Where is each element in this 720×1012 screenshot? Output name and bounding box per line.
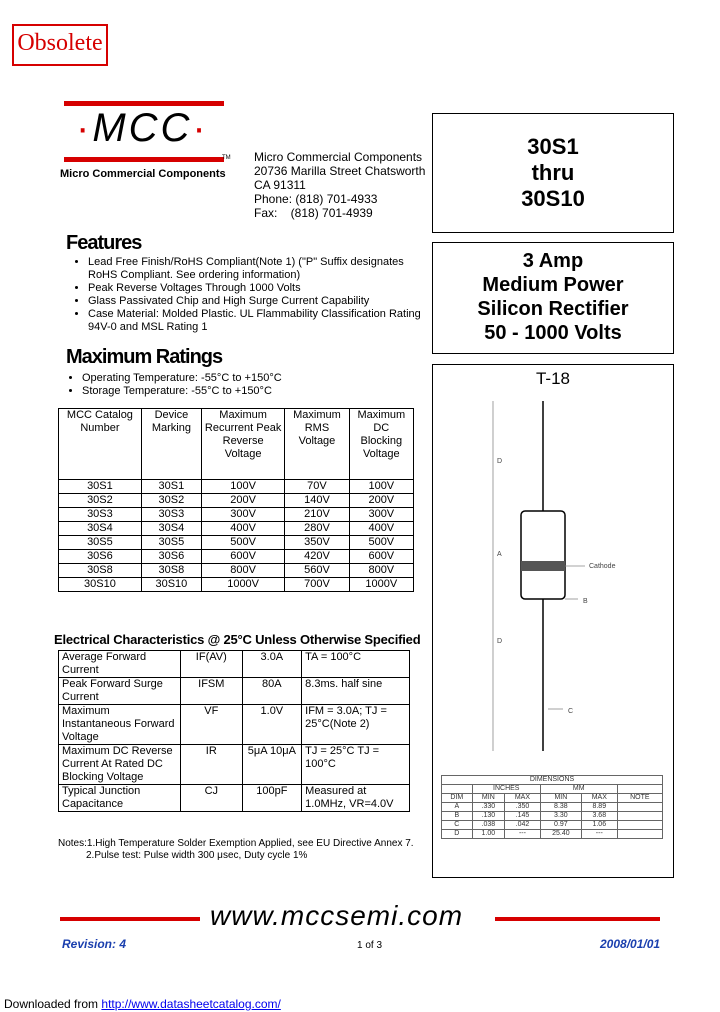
features-title: Features bbox=[66, 232, 142, 254]
table-cell: 70V bbox=[285, 480, 349, 494]
contact-block bbox=[254, 150, 425, 220]
table-cell: 8.89 bbox=[581, 803, 617, 812]
package-drawing bbox=[433, 391, 673, 791]
logo-text: MCC bbox=[92, 106, 193, 150]
table-cell: IR bbox=[181, 745, 242, 785]
table-cell: C bbox=[442, 821, 473, 830]
table-cell: 210V bbox=[285, 508, 349, 522]
col-header: MCC Catalog Number bbox=[59, 409, 142, 480]
table-cell: 600V bbox=[201, 550, 284, 564]
description-box bbox=[432, 242, 674, 354]
table-cell: 30S10 bbox=[59, 578, 142, 592]
table-cell: 3.68 bbox=[581, 812, 617, 821]
feature-item: • Lead Free Finish/RoHS Compliant(Note 1) ("P" Suffix designates RoHS Compliant. See ordering information) bbox=[88, 256, 426, 282]
table-cell: 560V bbox=[285, 564, 349, 578]
table-cell: 30S5 bbox=[59, 536, 142, 550]
table-cell: --- bbox=[505, 830, 541, 839]
revision: Revision: 4 bbox=[62, 937, 127, 951]
table-cell: .145 bbox=[505, 812, 541, 821]
dim-group-header: INCHES bbox=[472, 785, 540, 794]
mcc-logo: ·MCC· bbox=[76, 106, 209, 150]
desc-power: Medium Power bbox=[482, 274, 624, 296]
table-cell: CJ bbox=[181, 785, 242, 812]
web-bar-right bbox=[495, 917, 660, 921]
table-cell: A bbox=[442, 803, 473, 812]
table-cell: 100pF bbox=[242, 785, 302, 812]
part-to: 30S10 bbox=[521, 186, 585, 211]
electrical-table bbox=[58, 650, 410, 812]
feature-item: • Glass Passivated Chip and High Surge Current Capability bbox=[88, 295, 426, 308]
table-cell: Peak Forward Surge Current bbox=[59, 678, 181, 705]
table-cell: .350 bbox=[505, 803, 541, 812]
desc-current: 3 Amp bbox=[522, 250, 584, 272]
dim-sub-header: MIN bbox=[472, 794, 504, 803]
logo-subtitle: Micro Commercial Components bbox=[60, 168, 226, 180]
table-cell: 80A bbox=[242, 678, 302, 705]
table-cell: --- bbox=[581, 830, 617, 839]
table-row bbox=[59, 745, 410, 785]
table-cell: 1.06 bbox=[581, 821, 617, 830]
dim-label: D bbox=[497, 458, 503, 465]
part-number-box bbox=[432, 113, 674, 233]
dim-label: D bbox=[497, 638, 503, 645]
part-thru: thru bbox=[531, 160, 575, 185]
table-cell: 1000V bbox=[349, 578, 413, 592]
cathode-band bbox=[521, 561, 565, 571]
temp-item: • Storage Temperature: -55°C to +150°C bbox=[82, 385, 420, 398]
note-2: 2.Pulse test: Pulse width 300 μsec, Duty cycle 1% bbox=[86, 850, 308, 861]
table-cell: 1000V bbox=[201, 578, 284, 592]
table-cell: .330 bbox=[472, 803, 504, 812]
table-cell: B bbox=[442, 812, 473, 821]
table-cell: 30S1 bbox=[59, 480, 142, 494]
table-cell: 30S2 bbox=[59, 494, 142, 508]
desc-type: Silicon Rectifier bbox=[477, 298, 629, 320]
table-cell: .038 bbox=[472, 821, 504, 830]
table-cell: TJ = 25°C TJ = 100°C bbox=[302, 745, 410, 785]
table-row bbox=[59, 705, 410, 745]
table-cell: 600V bbox=[349, 550, 413, 564]
table-row bbox=[59, 480, 414, 494]
dim-sub-header: NOTE bbox=[617, 794, 662, 803]
col-header: Maximum DC Blocking Voltage bbox=[349, 409, 413, 480]
website[interactable]: www.mccsemi.com bbox=[210, 900, 464, 931]
table-row bbox=[59, 678, 410, 705]
fax: Fax: (818) 701-4939 bbox=[254, 206, 373, 220]
col-header: Maximum Recurrent Peak Reverse Voltage bbox=[201, 409, 284, 480]
download-label: Downloaded from bbox=[4, 997, 99, 1011]
table-row bbox=[59, 508, 414, 522]
table-cell: .130 bbox=[472, 812, 504, 821]
package-box bbox=[432, 364, 674, 878]
table-cell: 25.40 bbox=[540, 830, 581, 839]
table-row bbox=[59, 651, 410, 678]
table-cell: 30S8 bbox=[59, 564, 142, 578]
table-row bbox=[59, 564, 414, 578]
table-cell bbox=[617, 821, 662, 830]
table-row bbox=[59, 550, 414, 564]
dim-title: DIMENSIONS bbox=[442, 776, 663, 785]
table-row bbox=[442, 830, 663, 839]
table-cell: Typical Junction Capacitance bbox=[59, 785, 181, 812]
table-cell bbox=[617, 812, 662, 821]
table-row bbox=[442, 812, 663, 821]
package-name: T-18 bbox=[535, 369, 571, 388]
dim-label: B bbox=[583, 598, 588, 605]
electrical-title: Electrical Characteristics @ 25°C Unless Otherwise Specified bbox=[54, 632, 421, 647]
table-cell: 8.38 bbox=[540, 803, 581, 812]
notes bbox=[58, 838, 414, 862]
table-cell: 0.97 bbox=[540, 821, 581, 830]
address-city: CA 91311 bbox=[254, 178, 306, 192]
table-cell: 420V bbox=[285, 550, 349, 564]
phone: Phone: (818) 701-4933 bbox=[254, 192, 378, 206]
part-from: 30S1 bbox=[527, 134, 579, 159]
dim-sub-header: MAX bbox=[505, 794, 541, 803]
temp-list bbox=[60, 372, 420, 398]
page-number: 1 of 3 bbox=[357, 940, 383, 951]
table-cell: 30S3 bbox=[141, 508, 201, 522]
download-line bbox=[4, 997, 281, 1011]
table-cell: D bbox=[442, 830, 473, 839]
table-cell: 30S3 bbox=[59, 508, 142, 522]
table-cell: 800V bbox=[349, 564, 413, 578]
table-cell: 500V bbox=[201, 536, 284, 550]
table-cell: .042 bbox=[505, 821, 541, 830]
table-cell: Average Forward Current bbox=[59, 651, 181, 678]
dim-group-header: MM bbox=[540, 785, 617, 794]
table-row bbox=[442, 803, 663, 812]
table-cell: 30S2 bbox=[141, 494, 201, 508]
table-cell: 500V bbox=[349, 536, 413, 550]
table-cell: VF bbox=[181, 705, 242, 745]
table-cell: 300V bbox=[349, 508, 413, 522]
table-cell: 140V bbox=[285, 494, 349, 508]
table-cell: 30S6 bbox=[141, 550, 201, 564]
cathode-label: Cathode bbox=[589, 563, 616, 570]
revision-date: 2008/01/01 bbox=[600, 937, 661, 951]
company-name: Micro Commercial Components bbox=[254, 150, 423, 164]
table-row bbox=[59, 522, 414, 536]
feature-item: • Case Material: Molded Plastic. UL Flammability Classification Rating 94V-0 and MSL Rating 1 bbox=[88, 308, 426, 334]
table-cell: 3.30 bbox=[540, 812, 581, 821]
note-1: Notes:1.High Temperature Solder Exemption Applied, see EU Directive Annex 7. bbox=[58, 838, 414, 849]
col-header: Device Marking bbox=[141, 409, 201, 480]
table-cell: 100V bbox=[201, 480, 284, 494]
dim-label: A bbox=[497, 551, 502, 558]
table-row bbox=[442, 821, 663, 830]
table-cell bbox=[617, 830, 662, 839]
table-cell: 100V bbox=[349, 480, 413, 494]
web-bar-left bbox=[60, 917, 200, 921]
features-list bbox=[66, 256, 426, 334]
address-street: 20736 Marilla Street Chatsworth bbox=[254, 164, 426, 178]
trademark: TM bbox=[222, 155, 231, 161]
table-cell: 200V bbox=[201, 494, 284, 508]
table-cell: Maximum DC Reverse Current At Rated DC Blocking Voltage bbox=[59, 745, 181, 785]
max-ratings-table bbox=[58, 408, 414, 592]
dim-sub-header: MIN bbox=[540, 794, 581, 803]
table-cell: Measured at 1.0MHz, VR=4.0V bbox=[302, 785, 410, 812]
feature-item: • Peak Reverse Voltages Through 1000 Volts bbox=[88, 282, 426, 295]
temp-item: • Operating Temperature: -55°C to +150°C bbox=[82, 372, 420, 385]
table-cell: 30S6 bbox=[59, 550, 142, 564]
max-ratings-title: Maximum Ratings bbox=[66, 346, 223, 368]
table-cell: 8.3ms. half sine bbox=[302, 678, 410, 705]
table-cell: IFM = 3.0A; TJ = 25°C(Note 2) bbox=[302, 705, 410, 745]
table-cell: 400V bbox=[201, 522, 284, 536]
table-cell: TA = 100°C bbox=[302, 651, 410, 678]
col-header: Maximum RMS Voltage bbox=[285, 409, 349, 480]
table-cell: Maximum Instantaneous Forward Voltage bbox=[59, 705, 181, 745]
dimensions-table bbox=[441, 775, 663, 839]
table-cell: 30S10 bbox=[141, 578, 201, 592]
table-cell: 800V bbox=[201, 564, 284, 578]
table-cell: 30S4 bbox=[141, 522, 201, 536]
table-cell: 5μA 10μA bbox=[242, 745, 302, 785]
table-cell: 700V bbox=[285, 578, 349, 592]
table-cell: 3.0A bbox=[242, 651, 302, 678]
table-cell: 30S4 bbox=[59, 522, 142, 536]
logo-bottom-bar bbox=[64, 157, 224, 162]
table-cell: 1.0V bbox=[242, 705, 302, 745]
table-cell: 30S5 bbox=[141, 536, 201, 550]
table-row bbox=[59, 578, 414, 592]
table-cell: 350V bbox=[285, 536, 349, 550]
table-cell: 400V bbox=[349, 522, 413, 536]
table-cell: 1.00 bbox=[472, 830, 504, 839]
diode-body bbox=[521, 511, 565, 599]
table-cell: 300V bbox=[201, 508, 284, 522]
download-link[interactable]: http://www.datasheetcatalog.com/ bbox=[101, 997, 281, 1011]
table-cell: 30S1 bbox=[141, 480, 201, 494]
table-cell bbox=[617, 803, 662, 812]
table-row bbox=[59, 494, 414, 508]
table-row bbox=[59, 536, 414, 550]
table-cell: IFSM bbox=[181, 678, 242, 705]
table-cell: IF(AV) bbox=[181, 651, 242, 678]
table-cell: 30S8 bbox=[141, 564, 201, 578]
table-row bbox=[59, 785, 410, 812]
desc-voltage: 50 - 1000 Volts bbox=[484, 322, 622, 344]
dim-sub-header: DIM bbox=[442, 794, 473, 803]
dim-label: C bbox=[568, 708, 574, 715]
table-cell: 280V bbox=[285, 522, 349, 536]
dim-sub-header: MAX bbox=[581, 794, 617, 803]
table-cell: 200V bbox=[349, 494, 413, 508]
obsolete-stamp: Obsolete bbox=[12, 24, 108, 66]
